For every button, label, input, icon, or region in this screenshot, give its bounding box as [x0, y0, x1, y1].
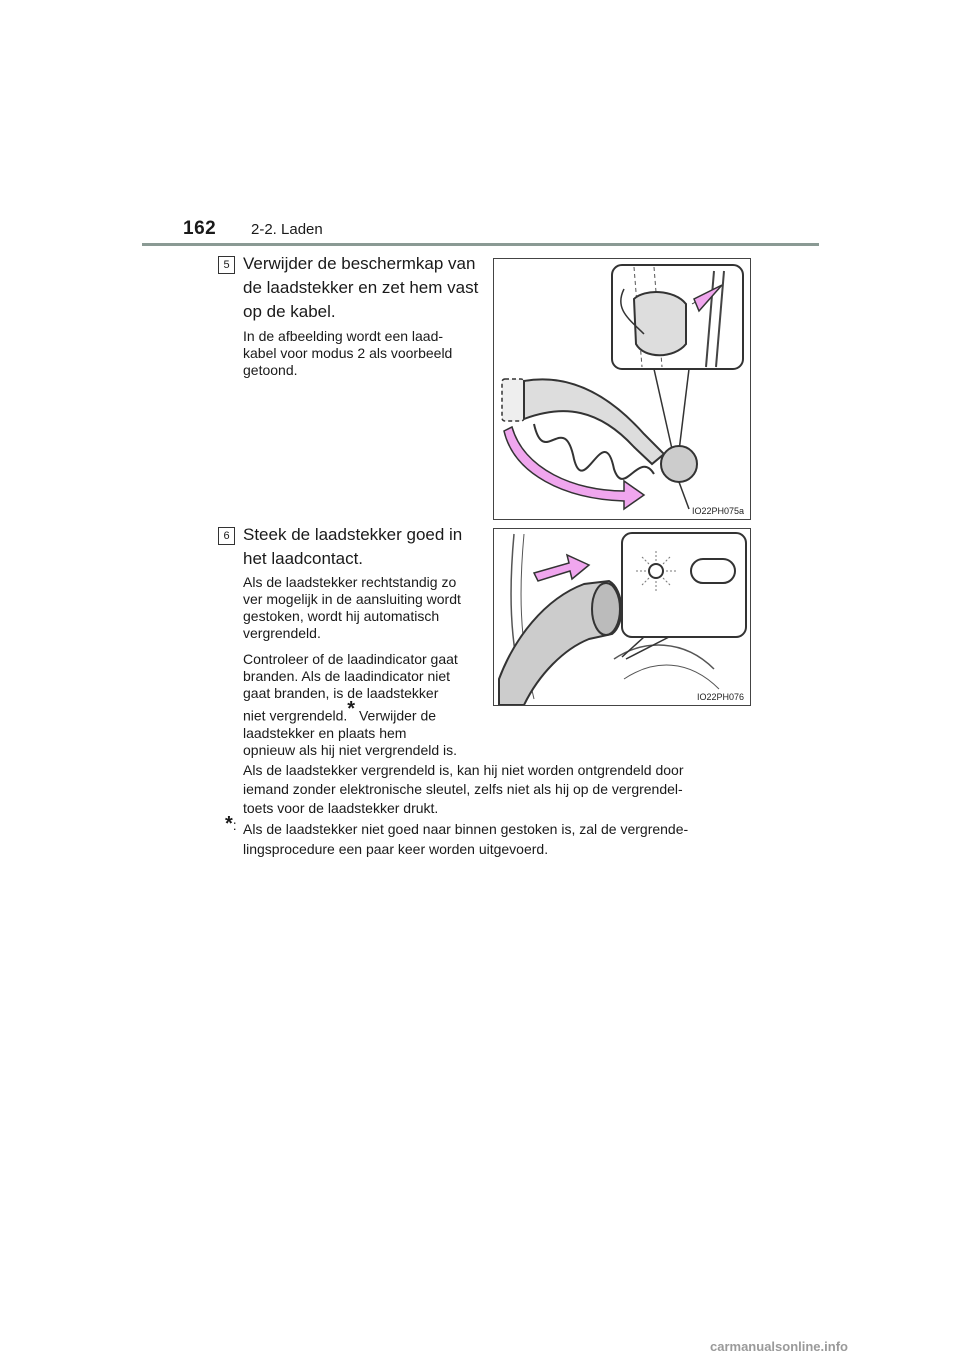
socket-illustration	[494, 529, 750, 705]
step-5-title-line: Verwijder de beschermkap van	[243, 254, 476, 273]
text-line: laadstekker en plaats hem	[243, 724, 407, 741]
step-5-title-line: op de kabel.	[243, 302, 336, 321]
text-line: iemand zonder elektronische sleutel, zelfs niet als hij op de vergrendel-	[243, 781, 683, 797]
step-6-badge: 6	[218, 527, 235, 545]
section-title: 2-2. Laden	[251, 221, 323, 238]
text-line: gaat branden, is de laadstekker	[243, 685, 439, 701]
step-5-badge: 5	[218, 256, 235, 274]
text-line: lingsprocedure een paar keer worden uitgevoerd.	[243, 841, 549, 857]
text-line: gestoken, wordt hij automatisch	[243, 608, 440, 624]
step-5-title	[243, 252, 483, 324]
cable-illustration	[494, 259, 750, 519]
footnote-text	[243, 819, 745, 859]
text-line	[243, 698, 477, 725]
text-line: Als de laadstekker niet goed naar binnen gestoken is, zal de vergrende-	[243, 821, 689, 837]
text-fragment: niet vergrendeld.	[243, 707, 348, 724]
footnote-marker-block	[225, 813, 237, 835]
text-line: Als de laadstekker rechtstandig zo	[243, 574, 457, 590]
page-number: 162	[183, 218, 217, 239]
text-line: Controleer of de laadindicator gaat	[243, 651, 458, 667]
text-line: opnieuw als hij niet vergrendeld is.	[243, 741, 458, 758]
step-6-title-line: het laadcontact.	[243, 549, 364, 568]
text-fragment: Verwijder de	[355, 707, 437, 724]
watermark: carmanualsonline.info	[710, 1339, 848, 1354]
figure-cap-on-cable	[493, 258, 751, 520]
step-6-para-1	[243, 574, 477, 642]
header-rule	[142, 243, 819, 246]
footnote-star: *	[225, 813, 233, 835]
text-line: Als de laadstekker vergrendeld is, kan hij niet worden ontgrendeld door	[243, 762, 684, 778]
step-5-note-line: In de afbeelding wordt een laad-	[243, 328, 444, 344]
text-line: ver mogelijk in de aansluiting wordt	[243, 591, 461, 607]
figure-code: IO22PH076	[696, 692, 744, 702]
figure-plug-in-socket	[493, 528, 751, 706]
figure-code: IO22PH075a	[691, 506, 744, 516]
step-6-title-line: Steek de laadstekker goed in	[243, 525, 463, 544]
footnote-marker: *	[347, 698, 356, 720]
step-5-note-line: getoond.	[243, 362, 298, 378]
text-line: toets voor de laadstekker drukt.	[243, 800, 439, 816]
text-line: branden. Als de laadindicator niet	[243, 668, 451, 684]
step-5-title-line: de laadstekker en zet hem vast	[243, 278, 479, 297]
step-5-note	[243, 328, 477, 379]
footnote-colon: :	[232, 817, 237, 833]
step-6-para-3	[243, 761, 745, 818]
step-5-note-line: kabel voor modus 2 als voorbeeld	[243, 345, 453, 361]
text-line: vergrendeld.	[243, 625, 321, 641]
step-6-title	[243, 523, 483, 571]
step-6-para-2	[243, 651, 477, 759]
